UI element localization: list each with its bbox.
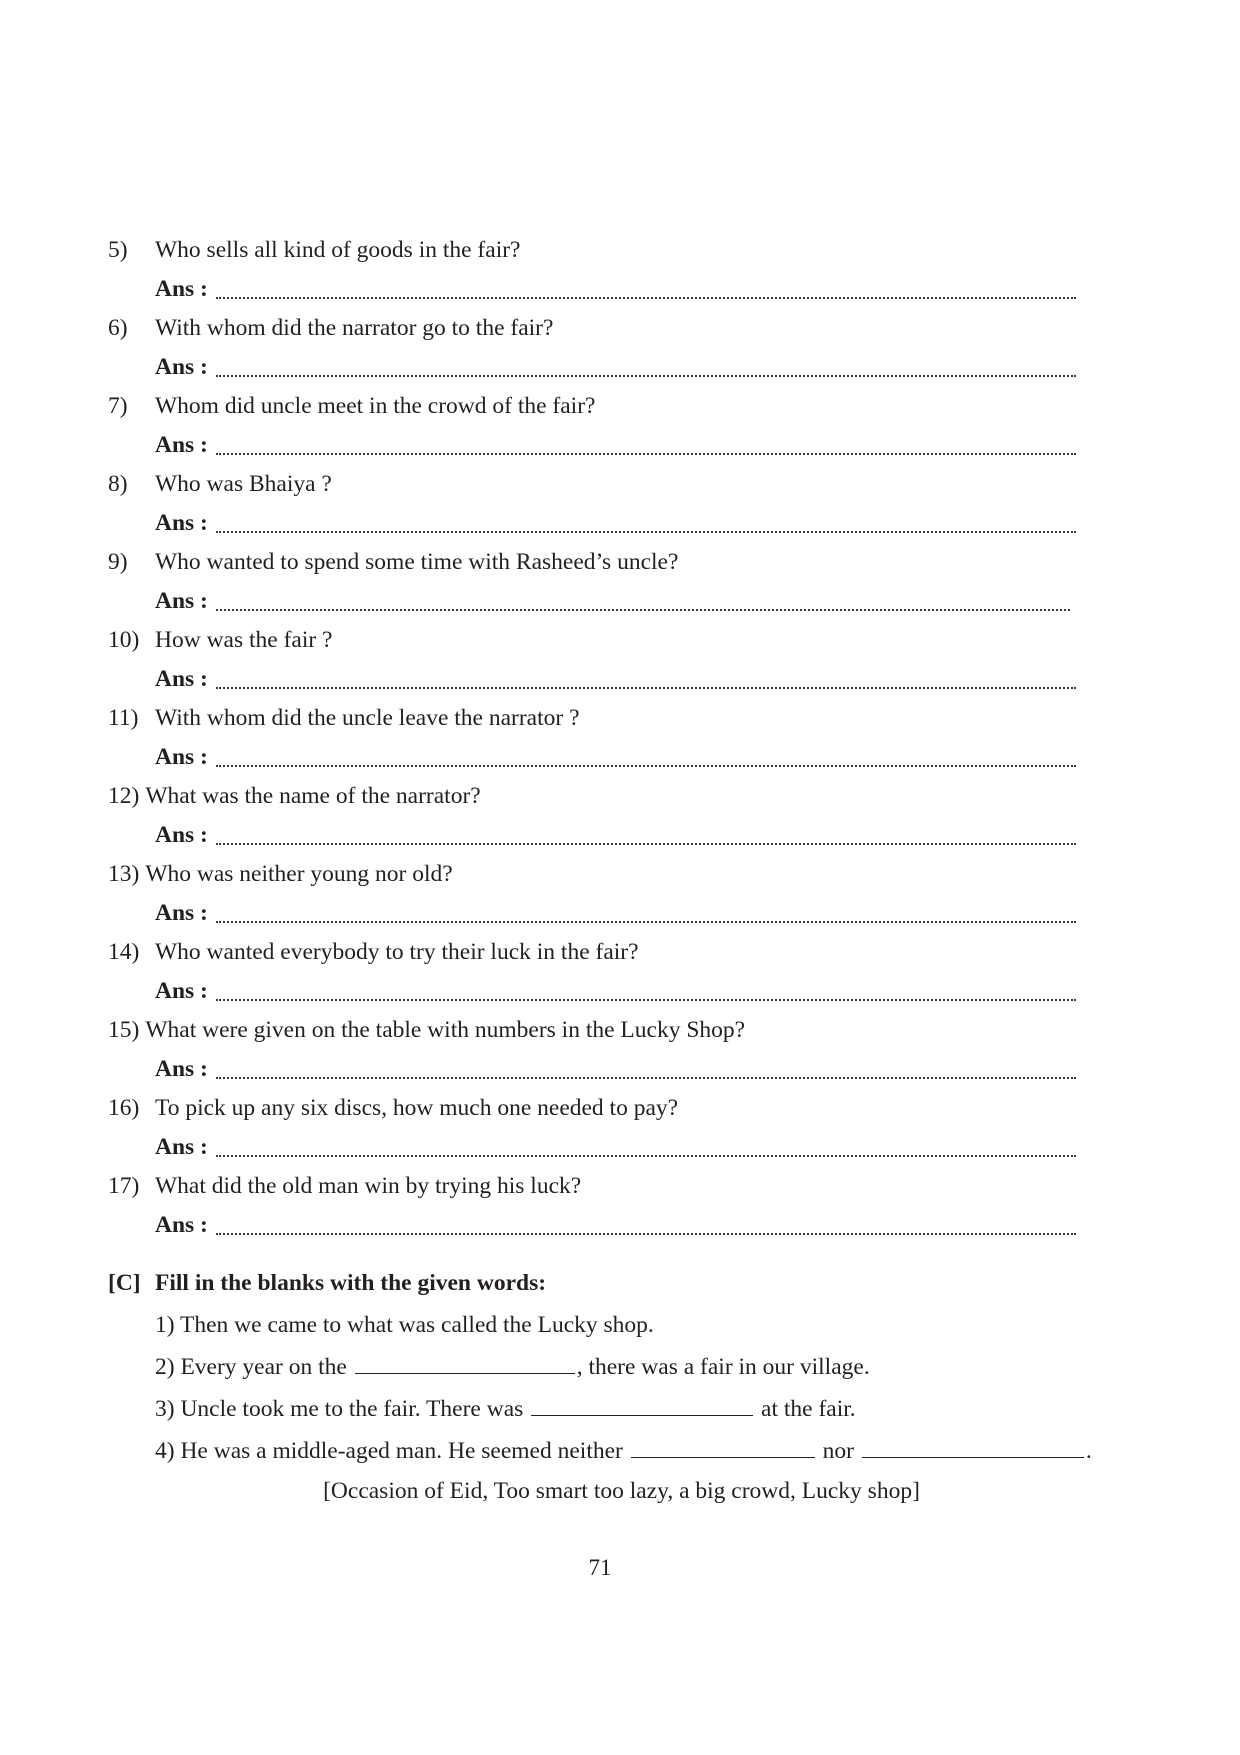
section-c-fill-blanks	[108, 1262, 1108, 1472]
answer-dotted-line	[216, 1233, 1076, 1235]
question-text: How was the fair ?	[155, 627, 333, 653]
answer-dotted-line	[216, 1077, 1076, 1079]
question-number: 6)	[108, 315, 128, 341]
question-9	[108, 543, 1088, 582]
answer-line[interactable]	[108, 270, 1088, 309]
section-heading-text: Fill in the blanks with the given words:	[155, 1270, 547, 1296]
answer-line[interactable]	[108, 348, 1088, 387]
fill-item-text: .	[1085, 1438, 1092, 1464]
question-16	[108, 1089, 1088, 1128]
answer-line[interactable]	[108, 1206, 1088, 1245]
question-number: 10)	[108, 627, 140, 653]
blank-input[interactable]	[862, 1431, 1084, 1458]
question-text: What were given on the table with numbers in the Lucky Shop?	[145, 1017, 746, 1043]
answer-label: Ans :	[155, 1212, 208, 1238]
answer-line[interactable]	[108, 1050, 1088, 1089]
question-number: 14)	[108, 939, 140, 965]
question-number: 7)	[108, 393, 128, 419]
answer-dotted-line	[216, 687, 1076, 689]
fill-item-3	[108, 1388, 1108, 1430]
question-number: 16)	[108, 1095, 140, 1121]
question-number: 12)	[108, 783, 140, 809]
question-number: 11)	[108, 705, 139, 731]
page-number: 71	[588, 1555, 612, 1580]
question-number: 17)	[108, 1173, 140, 1199]
fill-item-text: 1) Then we came to what was called the Lucky shop.	[155, 1312, 654, 1338]
question-list	[108, 231, 1088, 1245]
answer-label: Ans :	[155, 1056, 208, 1082]
fill-item-text: at the fair.	[761, 1396, 856, 1422]
answer-label: Ans :	[155, 666, 208, 692]
answer-dotted-line	[216, 375, 1076, 377]
question-text: Who sells all kind of goods in the fair?	[155, 237, 521, 263]
answer-label: Ans :	[155, 432, 208, 458]
fill-item-4	[108, 1430, 1108, 1472]
answer-dotted-line	[216, 297, 1076, 299]
answer-line[interactable]	[108, 816, 1088, 855]
answer-label: Ans :	[155, 822, 208, 848]
question-12	[108, 777, 1088, 816]
question-number: 9)	[108, 549, 128, 575]
question-number: 8)	[108, 471, 128, 497]
question-text: Who was neither young nor old?	[145, 861, 453, 887]
question-8	[108, 465, 1088, 504]
answer-dotted-line	[216, 609, 1070, 611]
fill-item-text: , there was a fair in our village.	[576, 1354, 870, 1380]
fill-item-2	[108, 1346, 1108, 1388]
section-tag: [C]	[108, 1270, 141, 1296]
answer-line[interactable]	[108, 738, 1088, 777]
section-c-heading	[108, 1262, 1108, 1304]
question-text: Whom did uncle meet in the crowd of the fair?	[155, 393, 596, 419]
answer-label: Ans :	[155, 354, 208, 380]
question-6	[108, 309, 1088, 348]
blank-input[interactable]	[355, 1347, 575, 1374]
question-17	[108, 1167, 1088, 1206]
answer-dotted-line	[216, 999, 1076, 1001]
answer-label: Ans :	[155, 900, 208, 926]
answer-label: Ans :	[155, 510, 208, 536]
answer-line[interactable]	[108, 660, 1088, 699]
question-text: With whom did the narrator go to the fair?	[155, 315, 554, 341]
question-text: Who wanted everybody to try their luck in the fair?	[155, 939, 639, 965]
question-10	[108, 621, 1088, 660]
blank-input[interactable]	[631, 1431, 815, 1458]
answer-dotted-line	[216, 921, 1076, 923]
question-5	[108, 231, 1088, 270]
answer-label: Ans :	[155, 276, 208, 302]
answer-dotted-line	[216, 1155, 1076, 1157]
question-number: 15)	[108, 1017, 140, 1043]
question-text: Who was Bhaiya ?	[155, 471, 332, 497]
answer-line[interactable]	[108, 504, 1088, 543]
answer-label: Ans :	[155, 588, 208, 614]
answer-label: Ans :	[155, 978, 208, 1004]
fill-item-text: 3) Uncle took me to the fair. There was	[155, 1396, 524, 1422]
answer-line[interactable]	[108, 426, 1088, 465]
answer-label: Ans :	[155, 1134, 208, 1160]
fill-item-1	[108, 1304, 1108, 1346]
fill-item-text: 4) He was a middle-aged man. He seemed neither	[155, 1438, 623, 1464]
answer-label: Ans :	[155, 744, 208, 770]
blank-input[interactable]	[531, 1389, 753, 1416]
answer-line[interactable]	[108, 582, 1088, 621]
answer-dotted-line	[216, 765, 1076, 767]
answer-dotted-line	[216, 843, 1076, 845]
question-number: 13)	[108, 861, 140, 887]
question-13	[108, 855, 1088, 894]
answer-line[interactable]	[108, 894, 1088, 933]
question-text: What was the name of the narrator?	[145, 783, 481, 809]
question-text: Who wanted to spend some time with Rasheed’s uncle?	[155, 549, 679, 575]
answer-line[interactable]	[108, 1128, 1088, 1167]
question-7	[108, 387, 1088, 426]
answer-dotted-line	[216, 453, 1076, 455]
answer-dotted-line	[216, 531, 1076, 533]
question-15	[108, 1011, 1088, 1050]
question-text: To pick up any six discs, how much one needed to pay?	[155, 1095, 679, 1121]
question-11	[108, 699, 1088, 738]
question-text: What did the old man win by trying his luck?	[155, 1173, 582, 1199]
answer-line[interactable]	[108, 972, 1088, 1011]
question-14	[108, 933, 1088, 972]
fill-item-text: nor	[822, 1438, 854, 1464]
word-bank: [Occasion of Eid, Too smart too lazy, a big crowd, Lucky shop]	[323, 1478, 920, 1504]
question-number: 5)	[108, 237, 128, 263]
fill-item-text: 2) Every year on the	[155, 1354, 347, 1380]
question-text: With whom did the uncle leave the narrator ?	[155, 705, 580, 731]
